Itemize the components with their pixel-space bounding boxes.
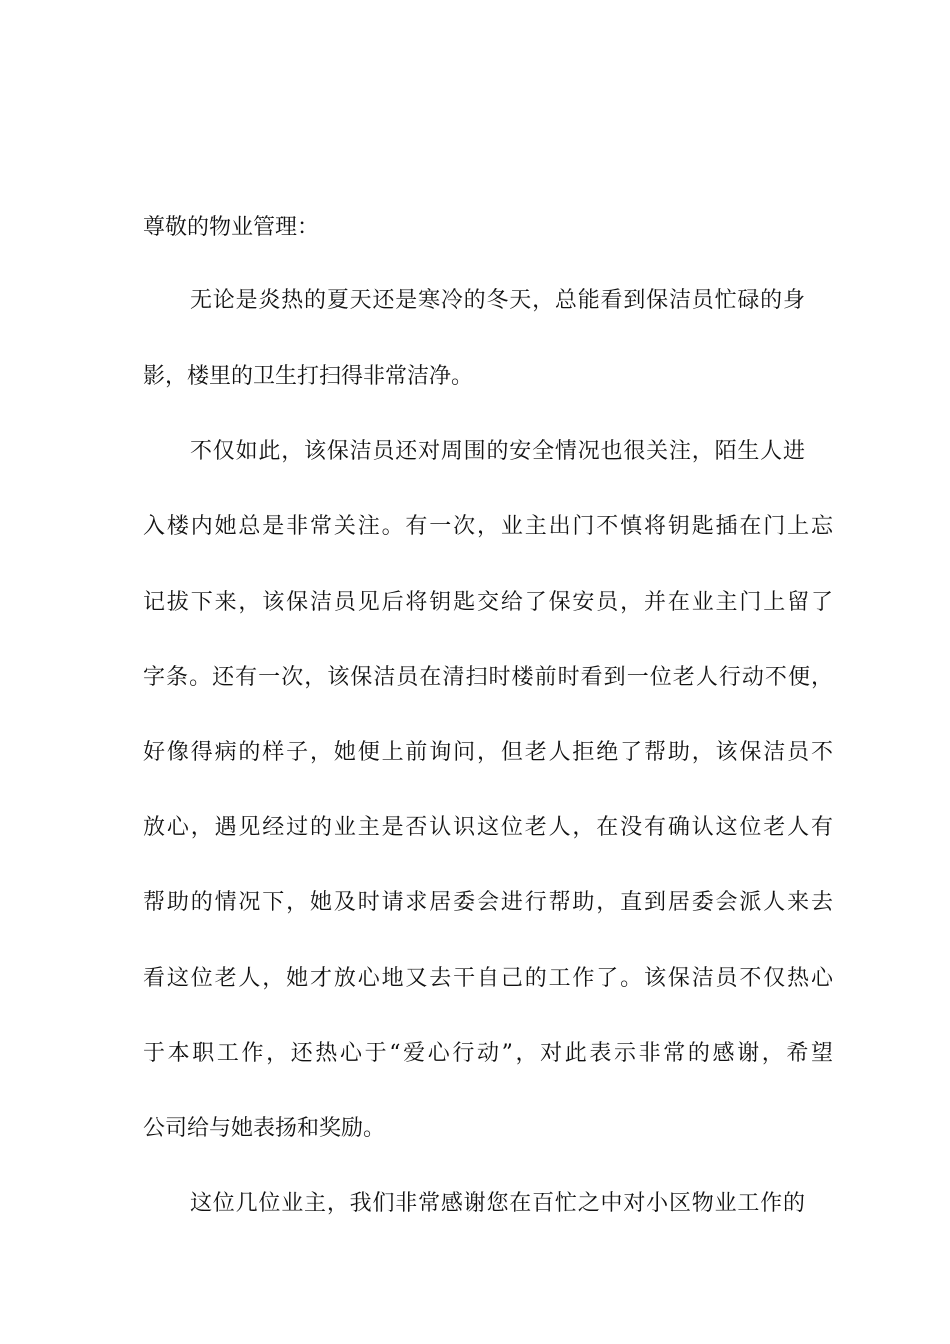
paragraph-2-line-2: 入楼内她总是非常关注。有一次，业主出门不慎将钥匙插在门上忘	[143, 514, 833, 539]
paragraph-1-line-1: 无论是炎热的夏天还是寒冷的冬天，总能看到保洁员忙碌的身	[190, 288, 805, 313]
paragraph-2-line-10: 公司给与她表扬和奖励。	[143, 1116, 386, 1141]
paragraph-2-line-7: 帮助的情况下，她及时请求居委会进行帮助，直到居委会派人来去	[143, 890, 833, 915]
paragraph-2-line-6: 放心，遇见经过的业主是否认识这位老人，在没有确认这位老人有	[143, 815, 833, 840]
paragraph-2-line-9: 于本职工作，还热心于“爱心行动”，对此表示非常的感谢，希望	[143, 1041, 833, 1066]
paragraph-2-line-3: 记拔下来，该保洁员见后将钥匙交给了保安员，并在业主门上留了	[143, 590, 833, 615]
paragraph-2-line-1: 不仅如此，该保洁员还对周围的安全情况也很关注，陌生人进	[190, 439, 805, 464]
paragraph-3-line-1: 这位几位业主，我们非常感谢您在百忙之中对小区物业工作的	[190, 1191, 805, 1216]
paragraph-2-line-8: 看这位老人，她才放心地又去干自己的工作了。该保洁员不仅热心	[143, 966, 833, 991]
paragraph-1-line-2: 影，楼里的卫生打扫得非常洁净。	[143, 364, 474, 389]
salutation: 尊敬的物业管理：	[143, 215, 320, 240]
paragraph-2-line-5: 好像得病的样子，她便上前询问，但老人拒绝了帮助，该保洁员不	[143, 740, 833, 765]
paragraph-2-line-4: 字条。还有一次，该保洁员在清扫时楼前时看到一位老人行动不便，	[143, 665, 833, 690]
